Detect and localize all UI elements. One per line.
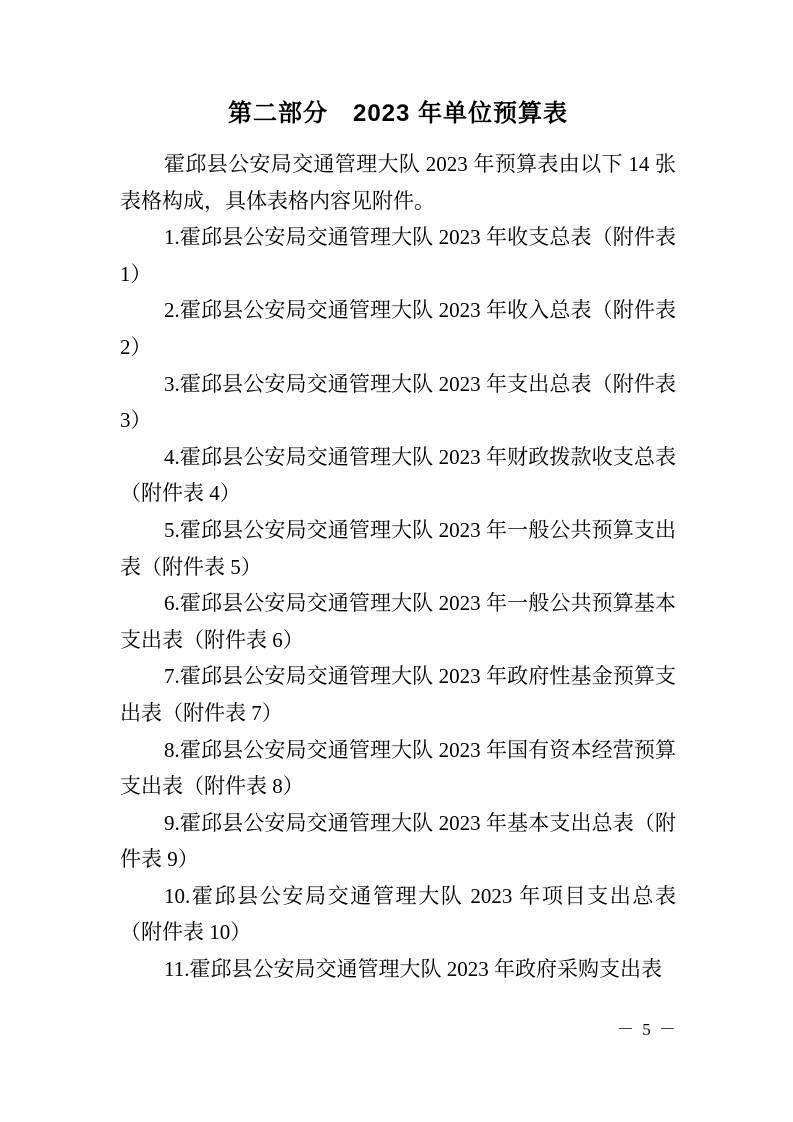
document-body	[120, 146, 676, 988]
list-item-4: 4.霍邱县公安局交通管理大队 2023 年财政拨款收支总表（附件表 4）	[120, 444, 676, 506]
list-item-6: 6.霍邱县公安局交通管理大队 2023 年一般公共预算基本支出表（附件表 6）	[120, 591, 676, 652]
page-title: 第二部分 2023 年单位预算表	[227, 100, 569, 127]
list-item-1: 1.霍邱县公安局交通管理大队 2023 年收支总表（附件表 1）	[120, 225, 676, 286]
list-item-2: 2.霍邱县公安局交通管理大队 2023 年收入总表（附件表 2）	[120, 298, 676, 359]
intro-paragraph: 霍邱县公安局交通管理大队 2023 年预算表由以下 14 张表格构成，具体表格内容见附件。	[120, 152, 676, 213]
list-item-9: 9.霍邱县公安局交通管理大队 2023 年基本支出总表（附件表 9）	[120, 810, 676, 872]
list-item-3: 3.霍邱县公安局交通管理大队 2023 年支出总表（附件表 3）	[120, 371, 676, 433]
list-item-8: 8.霍邱县公安局交通管理大队 2023 年国有资本经营预算支出表（附件表 8）	[120, 737, 676, 799]
list-item-5: 5.霍邱县公安局交通管理大队 2023 年一般公共预算支出表（附件表 5）	[120, 517, 676, 579]
list-item-11: 11.霍邱县公安局交通管理大队 2023 年政府采购支出表	[164, 957, 662, 982]
list-item-10: 10.霍邱县公安局交通管理大队 2023 年项目支出总表（附件表 10）	[120, 883, 676, 945]
list-item-7: 7.霍邱县公安局交通管理大队 2023 年政府性基金预算支出表（附件表 7）	[120, 664, 676, 725]
page-number: － 5 －	[617, 1020, 678, 1039]
